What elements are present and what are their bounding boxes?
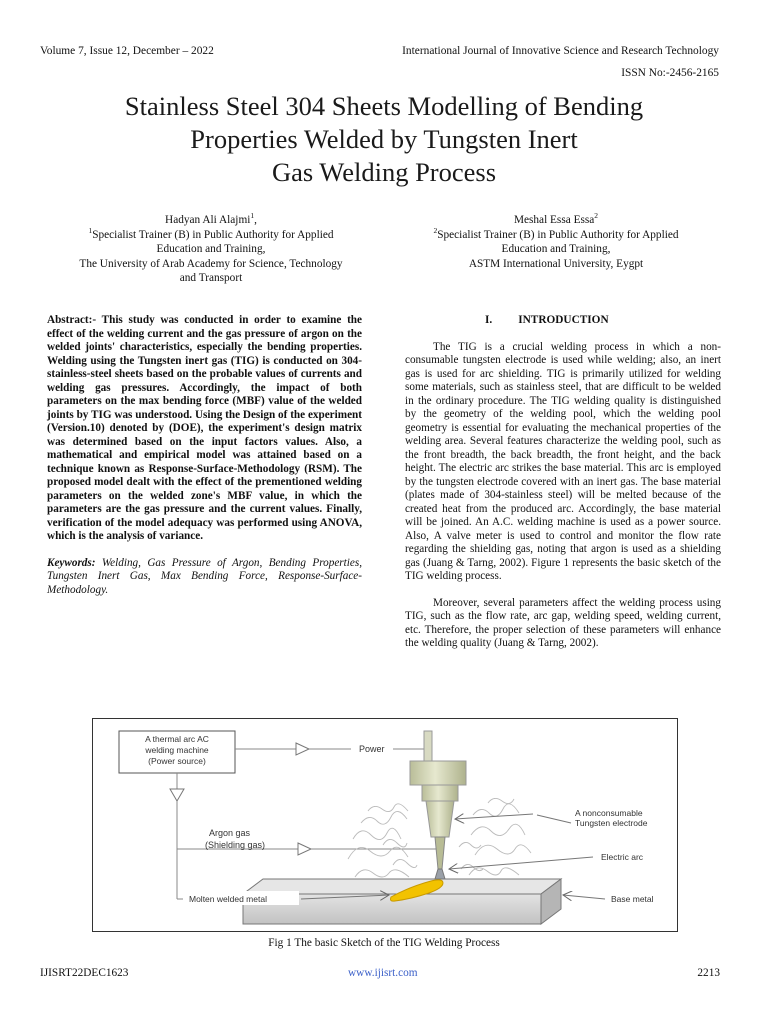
figure-label: Electric arc: [601, 852, 644, 862]
author-left-name: Hadyan Ali Alajmi$^1$,: [165, 211, 257, 226]
figure-label: (Power source): [148, 756, 206, 766]
title-line: Gas Welding Process: [271, 157, 497, 187]
figure-label: Argon gas: [209, 828, 251, 838]
title-line: Stainless Steel 304 Sheets Modelling of Bending: [124, 91, 644, 121]
footer-website-link[interactable]: www.ijisrt.com: [348, 967, 418, 979]
author-left-block: [40, 213, 382, 286]
author-right-affiliation-line: Education and Training,: [501, 243, 611, 255]
right-column: [405, 314, 721, 664]
figure-label: Power: [359, 744, 385, 754]
figure-label: welding machine: [145, 745, 209, 755]
intro-paragraph: Moreover, several parameters affect the welding process using TIG, such as the flow rate, arc gap, welding speed, welding current, etc. Therefore, the proper selection of these parameters will enhance the welding quality (Juang & Tarng, 2002).: [405, 596, 721, 649]
tig-welding-sketch: [93, 719, 677, 931]
section-heading: I. INTRODUCTION: [485, 314, 609, 326]
paper-title: [40, 90, 728, 189]
author-left-affiliation: $^1$Specialist Trainer (B) in Public Authority for Applied: [88, 225, 334, 241]
author-left-affiliation-line: The University of Arab Academy for Science, Technology: [79, 257, 343, 270]
author-right-affiliation-line: ASTM International University, Eygpt: [468, 257, 644, 270]
intro-paragraph: The TIG is a crucial welding process in which a non-consumable tungsten electrode is used while welding; also, an inert gas is used for arc shielding. TIG is primarily utilized for welding some materials, such as stainless steel, that are difficult to be welded in the ordinary procedure. The TIG welding quality is distinguished by the geometry of the welding pool, which the welding pool geometry is essential for evaluating the mechanical properties of the welding area. Several features characterize the welding pool, such as the front breadth, the back breadth, the front height, and the back height. The electric arc strikes the base material. This arc is employed by the tungsten electrode covered with an inert gas. The base material (plates made of 304-stainless steel) will be melted because of the created heat from the produced arc. Accordingly, the base material will be joined. An A.C. welding machine is used as a power source. Also, A valve meter is used to control and monitor the flow rate regarding the shielding gas, noting that argon is used as a shielding gas (Juang & Tarng, 2002). Figure 1 represents the basic sketch of the TIG welding process.: [405, 340, 721, 582]
figure-label: A nonconsumable: [575, 808, 643, 818]
keywords: Keywords: Welding, Gas Pressure of Argon, Bending Properties, Tungsten Inert Gas, Max Bending Force, Response-Surface-Methodology.: [47, 556, 362, 596]
author-right-block: [384, 213, 728, 271]
title-line: Properties Welded by Tungsten Inert: [190, 124, 578, 154]
figure-label: Tungsten electrode: [575, 818, 648, 828]
tungsten-electrode: [435, 837, 445, 869]
figure-label: Base metal: [611, 894, 654, 904]
figure-label: A thermal arc AC: [145, 734, 209, 744]
journal-volume: Volume 7, Issue 12, December – 2022: [40, 45, 214, 57]
footer-page-number: 2213: [697, 967, 720, 979]
footer-paper-id: IJISRT22DEC1623: [40, 967, 129, 979]
author-left-affiliation-line: Education and Training,: [156, 243, 266, 255]
left-column: [47, 314, 362, 597]
author-right-affiliation: $^2$Specialist Trainer (B) in Public Authority for Applied: [433, 225, 679, 241]
issn: ISSN No:-2456-2165: [621, 67, 719, 79]
journal-name: International Journal of Innovative Science and Research Technology: [402, 45, 719, 57]
abstract: Abstract:- This study was conducted in order to examine the effect of the welding current and the gas pressure of argon on the welded joints' characteristics, especially the bending properties. Welding using the Tungsten inert gas (TIG) is conducted on 304-stainless-steel sheets based on the probable values of currents and welding gas pressures. Accordingly, the impact of both parameters on the max bending force (MBF) value of the welded joints by TIG was understood. Using the Design of the experiment (Version.10) denoted by (DOE), the experiment's design matrix was determined based on the input factors values. Also, a mathematical and empirical model was attained based on a technique known as Response-Surface-Methodology (RSM). The proposed model dealt with the effect of the prementioned welding parameters on the welded zone's MBF value, in which the parameters are the gas pressure and the current values. Finally, verification of the model adequacy was performed using ANOVA, which is the analysis of variance.: [47, 314, 362, 542]
figure-1: [92, 718, 678, 932]
figure-label: Molten welded metal: [189, 894, 267, 904]
author-right-name: Meshal Essa Essa$^2$: [513, 211, 599, 226]
figure-caption: Fig 1 The basic Sketch of the TIG Welding Process: [268, 937, 500, 949]
figure-label: (Shielding gas): [205, 840, 266, 850]
author-left-affiliation-line: and Transport: [179, 272, 243, 284]
gas-nozzle: [426, 801, 454, 837]
